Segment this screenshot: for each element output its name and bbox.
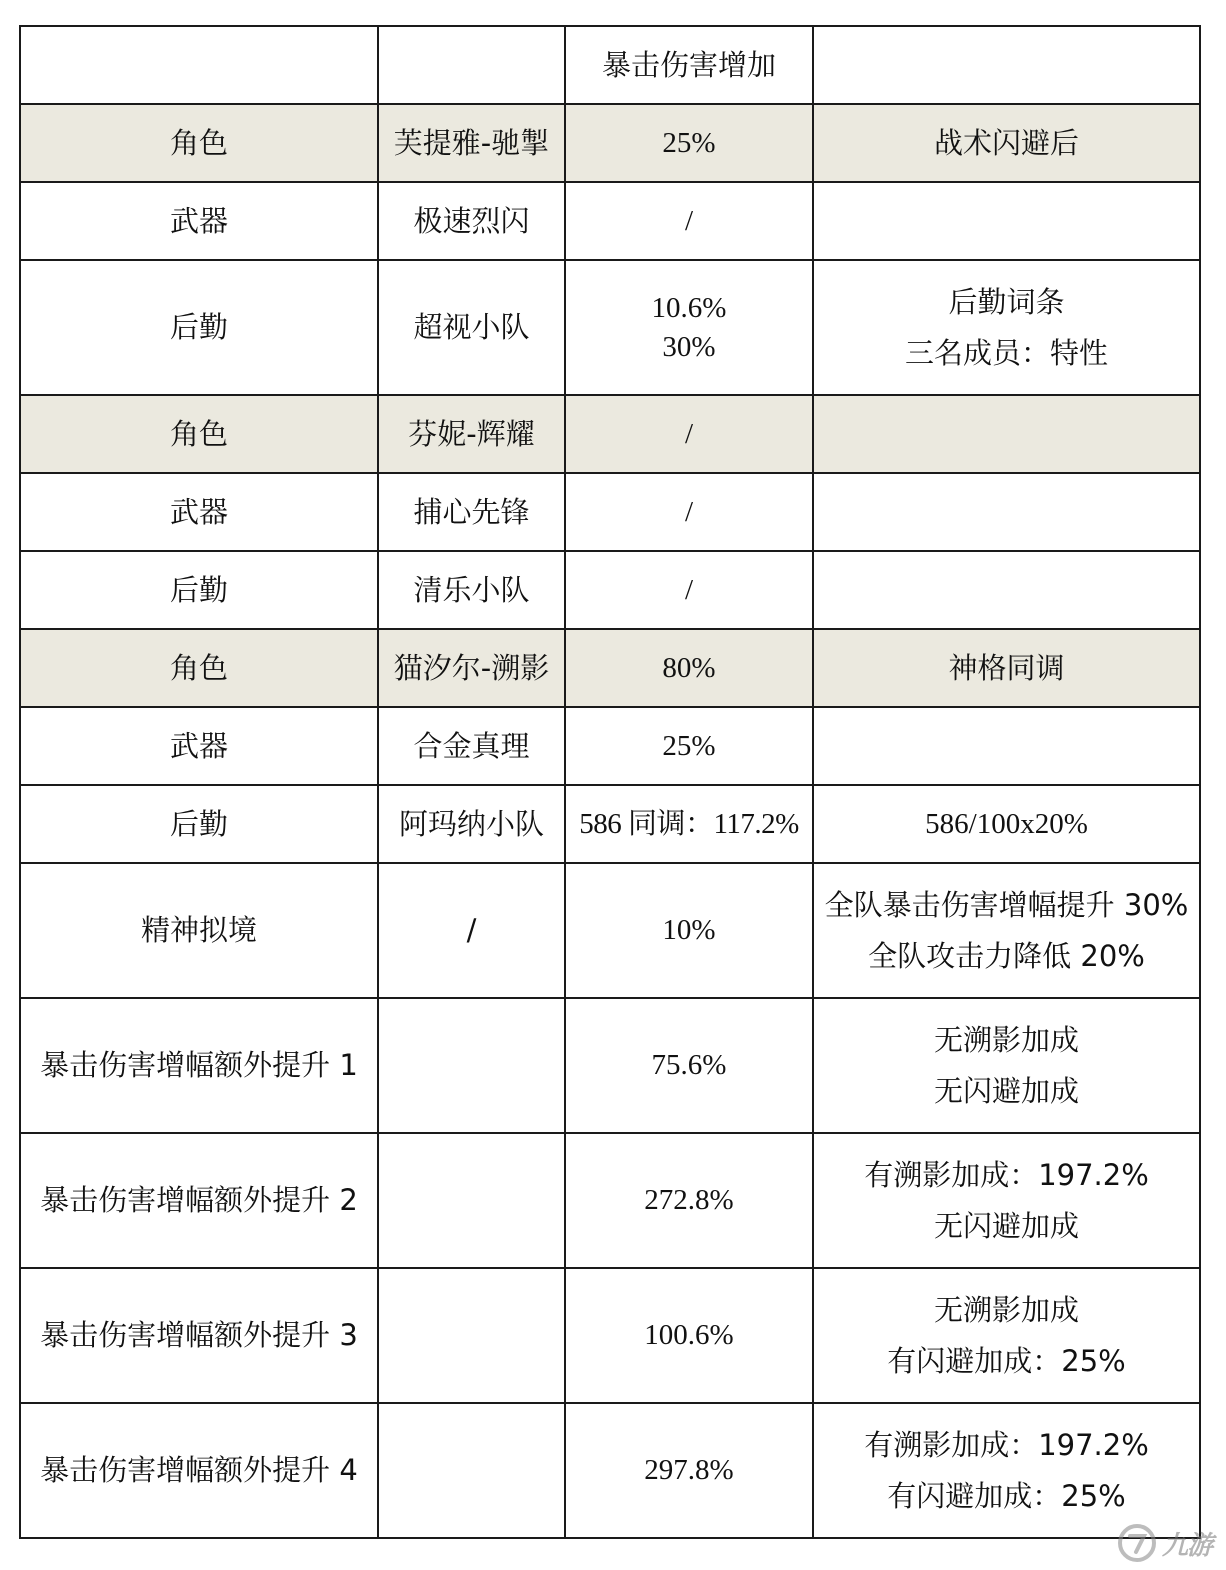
row-type: 武器 (20, 473, 378, 551)
table-row (20, 473, 1200, 551)
row-item: 捕心先锋 (378, 473, 565, 551)
row-value: 25% (565, 104, 813, 182)
table-row (20, 707, 1200, 785)
row-type: 武器 (20, 182, 378, 260)
row-note: 无溯影加成 有闪避加成：25% (813, 1268, 1200, 1403)
row-note: 神格同调 (813, 629, 1200, 707)
table-row (20, 629, 1200, 707)
jiuyou-logo-icon (1116, 1522, 1158, 1564)
row-type: 暴击伤害增幅额外提升 4 (20, 1403, 378, 1538)
row-type: 角色 (20, 629, 378, 707)
row-item: 猫汐尔-溯影 (378, 629, 565, 707)
row-type: 后勤 (20, 260, 378, 395)
row-type: 暴击伤害增幅额外提升 3 (20, 1268, 378, 1403)
row-note (813, 473, 1200, 551)
header-cell-4 (813, 26, 1200, 104)
row-note (813, 182, 1200, 260)
row-note: 586/100x20% (813, 785, 1200, 863)
table-row (20, 785, 1200, 863)
row-value: 586 同调：117.2% (565, 785, 813, 863)
table-row (20, 395, 1200, 473)
table-row (20, 1133, 1200, 1268)
row-value: / (565, 551, 813, 629)
row-note: 有溯影加成：197.2% 有闪避加成：25% (813, 1403, 1200, 1538)
row-type: 后勤 (20, 785, 378, 863)
row-value: 297.8% (565, 1403, 813, 1538)
row-item (378, 1403, 565, 1538)
table-header-row (20, 26, 1200, 104)
crit-damage-table (19, 25, 1201, 1539)
header-cell-crit-damage-increase: 暴击伤害增加 (565, 26, 813, 104)
row-value: 80% (565, 629, 813, 707)
row-type: 武器 (20, 707, 378, 785)
row-item: 阿玛纳小队 (378, 785, 565, 863)
table-row (20, 1268, 1200, 1403)
header-cell-1 (20, 26, 378, 104)
table-row (20, 863, 1200, 998)
row-item (378, 1133, 565, 1268)
watermark-text: 九游 (1161, 1530, 1212, 1561)
row-note: 全队暴击伤害增幅提升 30% 全队攻击力降低 20% (813, 863, 1200, 998)
row-item: 合金真理 (378, 707, 565, 785)
row-note (813, 551, 1200, 629)
table-row (20, 104, 1200, 182)
row-item: 芬妮-辉耀 (378, 395, 565, 473)
row-item: 超视小队 (378, 260, 565, 395)
row-note: 战术闪避后 (813, 104, 1200, 182)
row-type: 后勤 (20, 551, 378, 629)
row-type: 暴击伤害增幅额外提升 1 (20, 998, 378, 1133)
row-value: 272.8% (565, 1133, 813, 1268)
row-note: 无溯影加成 无闪避加成 (813, 998, 1200, 1133)
row-item: / (378, 863, 565, 998)
header-cell-2 (378, 26, 565, 104)
row-type: 精神拟境 (20, 863, 378, 998)
table-row (20, 1403, 1200, 1538)
row-note: 有溯影加成：197.2% 无闪避加成 (813, 1133, 1200, 1268)
row-note (813, 707, 1200, 785)
row-note: 后勤词条 三名成员：特性 (813, 260, 1200, 395)
row-value: 10.6% 30% (565, 260, 813, 395)
row-value: 10% (565, 863, 813, 998)
row-value: / (565, 182, 813, 260)
row-type: 暴击伤害增幅额外提升 2 (20, 1133, 378, 1268)
row-item (378, 998, 565, 1133)
row-value: / (565, 473, 813, 551)
row-note (813, 395, 1200, 473)
table-row (20, 551, 1200, 629)
row-value: 100.6% (565, 1268, 813, 1403)
watermark (1116, 1522, 1212, 1564)
row-value: / (565, 395, 813, 473)
table-row (20, 260, 1200, 395)
row-item: 芙提雅-驰掣 (378, 104, 565, 182)
row-type: 角色 (20, 395, 378, 473)
row-value: 75.6% (565, 998, 813, 1133)
row-value: 25% (565, 707, 813, 785)
row-item (378, 1268, 565, 1403)
row-type: 角色 (20, 104, 378, 182)
table-row (20, 998, 1200, 1133)
table-row (20, 182, 1200, 260)
row-item: 清乐小队 (378, 551, 565, 629)
row-item: 极速烈闪 (378, 182, 565, 260)
